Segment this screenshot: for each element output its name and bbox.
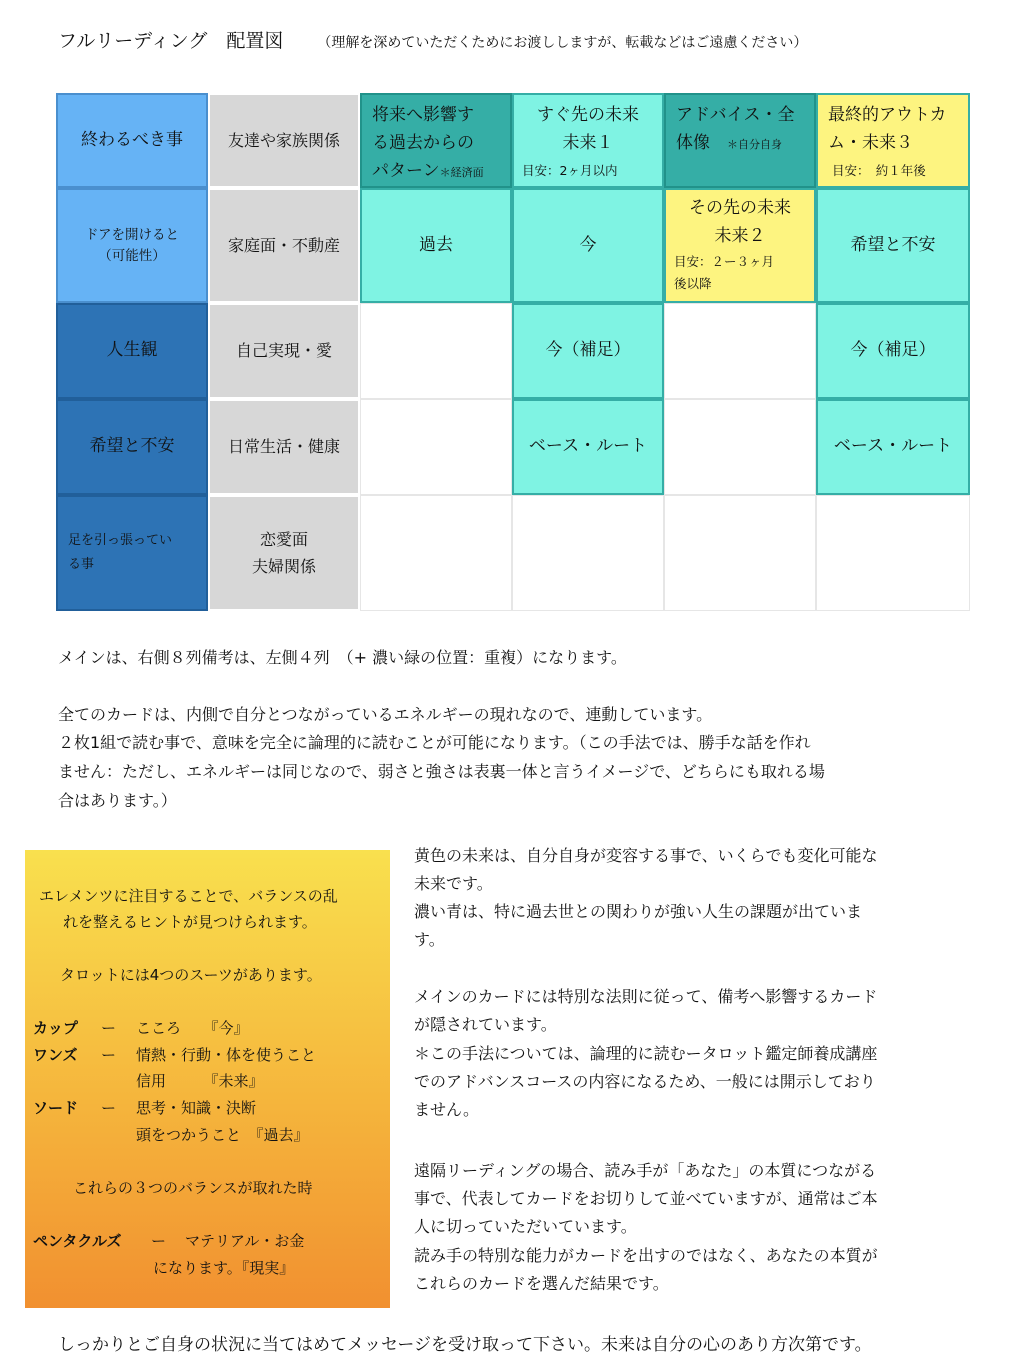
box-line: れを整えるヒントが見つけられます。 bbox=[63, 913, 317, 931]
cell-line: 未来１ bbox=[562, 133, 614, 153]
page-note: （理解を深めていただくためにお渡ししますが、転載などはご遠慮ください） bbox=[317, 35, 808, 51]
suit-name-cups: カップ bbox=[33, 1019, 78, 1037]
right-text-line: 読み手の特別な能力がカードを出すのではなく、あなたの本質が bbox=[414, 1246, 878, 1265]
right-text-line: これらのカードを選んだ結果です。 bbox=[414, 1274, 669, 1293]
suit-desc: マテリアル・お金 bbox=[185, 1232, 305, 1250]
cell-label: 友達や家族関係 bbox=[227, 130, 340, 150]
cell-r4-c6 bbox=[816, 399, 970, 495]
right-text-line: 黄色の未来は、自分自身が変容する事で、いくらでも変化可能な bbox=[414, 846, 878, 865]
box-line: エレメンツに注目することで、バランスの乱 bbox=[39, 887, 338, 905]
suit-name-swords: ソード bbox=[33, 1099, 79, 1117]
cell-sub: ＊自分自身 bbox=[727, 138, 782, 151]
cell-line: その先の未来 bbox=[689, 198, 791, 218]
cell-label: 終わるべき事 bbox=[81, 129, 183, 150]
cell-r3-c4 bbox=[512, 303, 664, 399]
cell-line: る事 bbox=[68, 557, 95, 572]
right-text-line: 未来です。 bbox=[414, 874, 493, 893]
cell-line: パターン bbox=[372, 161, 440, 181]
elements-info-box bbox=[25, 850, 390, 1308]
suit-desc: 情熱・行動・体を使うこと bbox=[136, 1046, 317, 1064]
suit-desc: 信用 『未来』 bbox=[136, 1072, 264, 1090]
cell-sub: ＊経済面 bbox=[439, 166, 484, 179]
paragraph-main-note: メインは、右側８列備考は、左側４列 （+ 濃い緑の位置：重複）になります。 bbox=[58, 648, 627, 667]
cell-line: 未来２ bbox=[714, 226, 766, 246]
suit-name-wands: ワンズ bbox=[33, 1046, 78, 1064]
cell-r5-c1 bbox=[56, 495, 208, 611]
cell-label: 希望と不安 bbox=[850, 234, 936, 255]
cell-r5-c4 bbox=[512, 495, 664, 611]
suit-desc: こころ 『今』 bbox=[136, 1019, 249, 1037]
cell-label: ベース・ルート bbox=[833, 436, 953, 457]
suit-desc: 頭をつかうこと 『過去』 bbox=[136, 1126, 309, 1144]
cell-r1-c5 bbox=[664, 93, 816, 188]
cell-line: る過去からの bbox=[372, 133, 474, 153]
cell-r2-c2 bbox=[208, 188, 360, 303]
suit-dash: ー bbox=[151, 1232, 167, 1250]
cell-r4-c5 bbox=[664, 399, 816, 495]
cell-r2-c1 bbox=[56, 188, 208, 303]
cell-line: （可能性） bbox=[98, 247, 166, 264]
cell-label: 今（補足） bbox=[545, 340, 631, 361]
cell-r1-c6 bbox=[816, 93, 970, 188]
cell-r3-c1 bbox=[56, 303, 208, 399]
right-text-line: ません。 bbox=[414, 1100, 479, 1119]
cell-label: 希望と不安 bbox=[89, 436, 175, 457]
cell-line: ム・未来３ bbox=[828, 133, 913, 153]
footer-message: しっかりとご自身の状況に当てはめてメッセージを受け取って下さい。未来は自分の心のあり方次第です。 bbox=[58, 1335, 872, 1355]
cell-r4-c1 bbox=[56, 399, 208, 495]
right-text-line: す。 bbox=[414, 930, 445, 949]
cell-label: 自己実現・愛 bbox=[235, 341, 332, 360]
cell-label: 過去 bbox=[419, 234, 453, 255]
suit-dash: ー bbox=[101, 1046, 117, 1064]
cell-sub: 目安：2ヶ月以内 bbox=[522, 163, 618, 178]
page-title: フルリーディング 配置図 bbox=[58, 30, 284, 52]
cell-r5-c6 bbox=[816, 495, 970, 611]
cell-r3-c3 bbox=[360, 303, 512, 399]
cell-line: 夫婦関係 bbox=[251, 557, 316, 576]
cell-line: アドバイス・全 bbox=[676, 105, 795, 125]
right-text-line: 事で、代表してカードをお切りして並べていますが、通常はご本 bbox=[414, 1189, 878, 1208]
cell-r5-c2 bbox=[208, 495, 360, 611]
paragraph-line: ません：ただし、エネルギーは同じなので、弱さと強さは表裏一体と言うイメージで、どちらにも取れる場 bbox=[58, 762, 825, 781]
suit-dash: ー bbox=[101, 1099, 117, 1117]
paragraph-line: 合はあります。） bbox=[58, 791, 177, 810]
header bbox=[58, 26, 807, 53]
cell-label: 人生観 bbox=[106, 340, 158, 361]
cell-line: すぐ先の未来 bbox=[537, 105, 639, 125]
right-text-line: 遠隔リーディングの場合、読み手が「あなた」の本質につながる bbox=[414, 1161, 877, 1180]
cell-r3-c5 bbox=[664, 303, 816, 399]
cell-sub: 後以降 bbox=[674, 276, 712, 291]
cell-line: 恋愛面 bbox=[259, 530, 308, 549]
right-text-line: ＊この手法については、論理的に読むータロット鑑定師養成講座 bbox=[414, 1044, 878, 1063]
right-text-line: 濃い青は、特に過去世との関わりが強い人生の課題が出ていま bbox=[414, 902, 863, 921]
cell-r1-c4 bbox=[512, 93, 664, 188]
cell-r5-c5 bbox=[664, 495, 816, 611]
cell-r2-c6 bbox=[816, 188, 970, 303]
paragraph-line: 全てのカードは、内側で自分とつながっているエネルギーの現れなので、連動しています。 bbox=[58, 705, 713, 724]
cell-sub: 目安：２ー３ヶ月 bbox=[674, 254, 775, 269]
cell-r1-c2 bbox=[208, 93, 360, 188]
suit-desc: になります。『現実』 bbox=[153, 1259, 295, 1277]
cell-line: 足を引っ張ってい bbox=[68, 533, 173, 548]
right-text-line: が隠されています。 bbox=[414, 1015, 557, 1034]
cell-label: 日常生活・健康 bbox=[227, 437, 340, 456]
right-text-line: メインのカードには特別な法則に従って、備考へ影響するカード bbox=[414, 987, 878, 1006]
right-text-line: 人に切っていただいています。 bbox=[414, 1217, 637, 1236]
cell-label: ベース・ルート bbox=[528, 436, 648, 457]
cell-r4-c3 bbox=[360, 399, 512, 495]
box-line: タロットには4つのスーツがあります。 bbox=[60, 966, 322, 984]
cell-r3-c6 bbox=[816, 303, 970, 399]
cell-r1-c3 bbox=[360, 93, 512, 188]
cell-label: 今 bbox=[579, 234, 597, 255]
spread-layout-grid bbox=[56, 93, 970, 611]
cell-line: 体像 bbox=[676, 133, 710, 153]
suit-desc: 思考・知識・決断 bbox=[136, 1099, 257, 1117]
cell-r3-c2 bbox=[208, 303, 360, 399]
cell-sub: 目安： 約１年後 bbox=[832, 163, 926, 178]
cell-line: ドアを開けると bbox=[84, 227, 180, 244]
cell-line: 最終的アウトカ bbox=[828, 105, 947, 125]
right-text-line: でのアドバンスコースの内容になるため、一般には開示しており bbox=[414, 1072, 876, 1091]
paragraph-line: ２枚1組で読む事で、意味を完全に論理的に読むことが可能になります。（この手法では、勝手な話を作れ bbox=[58, 733, 811, 752]
cell-line: 将来へ影響す bbox=[372, 105, 474, 125]
cell-label: 今（補足） bbox=[850, 340, 936, 361]
suit-dash: ー bbox=[101, 1019, 117, 1037]
cell-label: 家庭面・不動産 bbox=[227, 235, 340, 255]
cell-r1-c1 bbox=[56, 93, 208, 188]
cell-r2-c3 bbox=[360, 188, 512, 303]
cell-r2-c4 bbox=[512, 188, 664, 303]
cell-r2-c5 bbox=[664, 188, 816, 303]
cell-r4-c4 bbox=[512, 399, 664, 495]
suit-name-pentacles: ペンタクルズ bbox=[33, 1232, 122, 1250]
cell-r4-c2 bbox=[208, 399, 360, 495]
cell-r5-c3 bbox=[360, 495, 512, 611]
box-line: これらの３つのバランスが取れた時 bbox=[73, 1179, 313, 1197]
